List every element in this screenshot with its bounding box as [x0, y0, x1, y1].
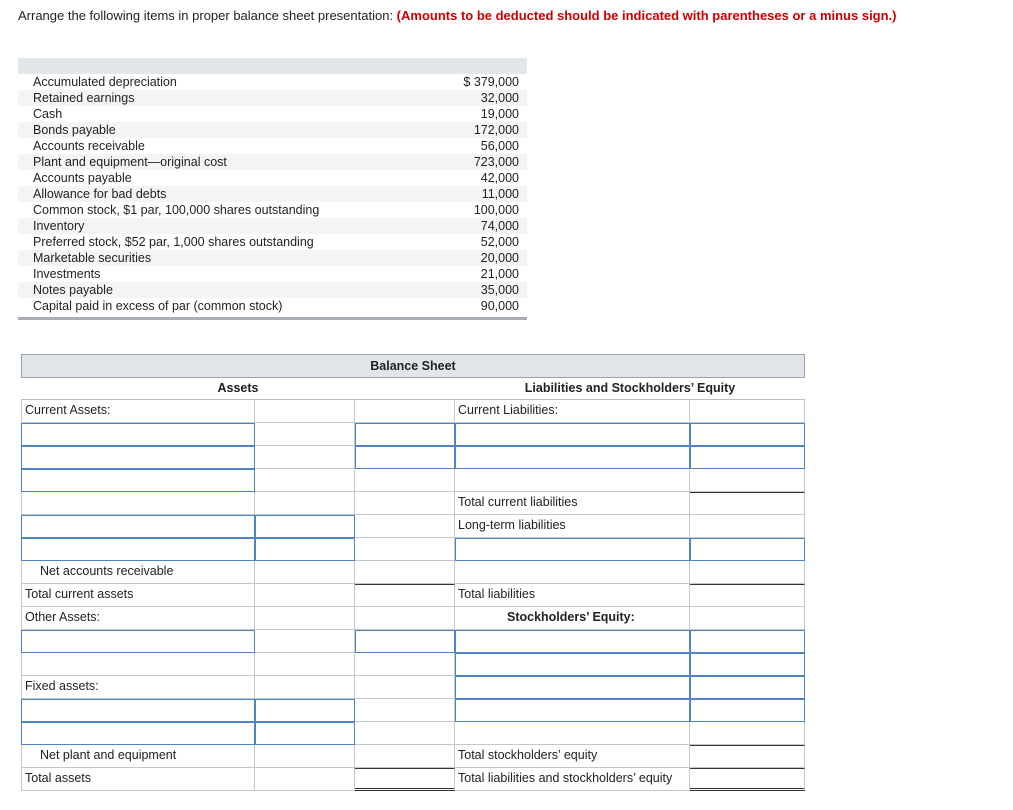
equity-item-input-4[interactable] [455, 699, 690, 722]
cell [255, 607, 355, 630]
given-item-amount: 11,000 [481, 187, 519, 201]
total-current-liabilities-amount [690, 492, 805, 515]
total-liabilities-equity-amount [690, 768, 805, 791]
asset-sub-amount-input-5[interactable] [255, 538, 355, 561]
liability-item-input-2[interactable] [455, 446, 690, 469]
given-item-label: Accounts receivable [33, 139, 145, 153]
given-item-label: Accumulated depreciation [33, 75, 177, 89]
given-item-row [18, 138, 527, 154]
given-item-label: Inventory [33, 219, 85, 233]
cell [255, 768, 355, 791]
given-item-label: Cash [33, 107, 63, 121]
total-stockholders-equity-amount [690, 745, 805, 768]
given-item-amount: 19,000 [480, 107, 519, 121]
long-term-liabilities-label: Long-term liabilities [455, 515, 690, 538]
given-item-amount: 52,000 [480, 235, 519, 249]
given-item-row [18, 266, 527, 282]
given-item-amount: 74,000 [480, 219, 519, 233]
given-item-row [18, 154, 527, 170]
long-term-liability-item-input[interactable] [455, 538, 690, 561]
equity-amount-input-2[interactable] [690, 653, 805, 676]
cell [255, 400, 355, 423]
cell [690, 400, 805, 423]
instruction-text [18, 8, 897, 23]
given-item-row [18, 122, 527, 138]
assets-header: Assets [21, 377, 455, 400]
other-asset-item-input[interactable] [21, 630, 255, 653]
cell [690, 515, 805, 538]
given-item-amount: 723,000 [473, 155, 519, 169]
cell [355, 400, 455, 423]
total-current-liabilities-label: Total current liabilities [455, 492, 690, 515]
current-assets-label: Current Assets: [21, 400, 255, 423]
liabilities-equity-header: Liabilities and Stockholders’ Equity [455, 377, 805, 400]
given-item-row [18, 298, 527, 317]
given-item-label: Accounts payable [33, 171, 132, 185]
given-item-row [18, 74, 527, 90]
equity-item-input-2[interactable] [455, 653, 690, 676]
given-item-row [18, 90, 527, 106]
given-item-label: Preferred stock, $52 par, 1,000 shares outstanding [33, 235, 314, 249]
cell [355, 653, 455, 676]
fixed-assets-label: Fixed assets: [21, 676, 255, 699]
asset-amount-input-2[interactable] [355, 446, 455, 469]
net-accounts-receivable-amount [355, 561, 455, 584]
current-liabilities-label: Current Liabilities: [455, 400, 690, 423]
asset-item-input-5[interactable] [21, 538, 255, 561]
cell [355, 515, 455, 538]
cell [21, 653, 255, 676]
given-item-amount: 90,000 [480, 299, 519, 313]
net-plant-label: Net plant and equipment [21, 745, 255, 768]
given-item-amount: 172,000 [473, 123, 519, 137]
given-item-row [18, 170, 527, 186]
given-item-row [18, 202, 527, 218]
given-item-label: Capital paid in excess of par (common stock) [33, 299, 283, 313]
cell [255, 469, 355, 492]
equity-amount-input-3[interactable] [690, 676, 805, 699]
given-item-amount: 35,000 [480, 283, 519, 297]
cell [355, 607, 455, 630]
given-item-label: Notes payable [33, 283, 113, 297]
given-item-amount: 32,000 [480, 91, 519, 105]
instruction-main: Arrange the following items in proper balance sheet presentation: [18, 8, 397, 23]
balance-sheet-title: Balance Sheet [21, 354, 805, 378]
stockholders-equity-label: Stockholders’ Equity: [455, 607, 690, 630]
liability-amount-input-1[interactable] [690, 423, 805, 446]
given-item-amount: 100,000 [473, 203, 519, 217]
total-liabilities-amount [690, 584, 805, 607]
asset-item-input-2[interactable] [21, 446, 255, 469]
given-item-row [18, 250, 527, 266]
given-item-label: Investments [33, 267, 101, 281]
given-item-row [18, 186, 527, 202]
net-plant-amount [355, 745, 455, 768]
equity-item-input-1[interactable] [455, 630, 690, 653]
total-liabilities-equity-label: Total liabilities and stockholders’ equity [455, 768, 690, 791]
given-item-amount: 20,000 [480, 251, 519, 265]
other-asset-amount-input[interactable] [355, 630, 455, 653]
given-items-list [18, 58, 527, 320]
cell [21, 492, 255, 515]
total-current-assets-label: Total current assets [21, 584, 255, 607]
total-current-assets-amount [355, 584, 455, 607]
cell [255, 745, 355, 768]
cell [255, 561, 355, 584]
given-item-amount: 56,000 [480, 139, 519, 153]
total-assets-label: Total assets [21, 768, 255, 791]
cell [690, 469, 805, 492]
given-item-label: Bonds payable [33, 123, 116, 137]
cell [355, 699, 455, 722]
asset-item-input-3[interactable] [21, 469, 255, 492]
given-item-row [18, 282, 527, 298]
equity-amount-input-4[interactable] [690, 699, 805, 722]
cell [355, 469, 455, 492]
given-item-label: Retained earnings [33, 91, 135, 105]
given-item-amount: 21,000 [480, 267, 519, 281]
liability-item-input-1[interactable] [455, 423, 690, 446]
asset-item-input-4[interactable] [21, 515, 255, 538]
given-item-row [18, 106, 527, 122]
cell [355, 492, 455, 515]
cell [255, 492, 355, 515]
given-item-amount: 42,000 [480, 171, 519, 185]
cell [690, 722, 805, 745]
given-item-amount: $ 379,000 [463, 75, 519, 89]
fixed-asset-item-input-2[interactable] [21, 722, 255, 745]
total-stockholders-equity-label: Total stockholders’ equity [455, 745, 690, 768]
cell [355, 538, 455, 561]
cell [255, 446, 355, 469]
cell [355, 722, 455, 745]
cell [255, 630, 355, 653]
given-item-label: Plant and equipment—original cost [33, 155, 227, 169]
cell [355, 676, 455, 699]
cell [455, 561, 690, 584]
given-item-label: Allowance for bad debts [33, 187, 167, 201]
cell [455, 722, 690, 745]
given-item-label: Marketable securities [33, 251, 152, 265]
fixed-asset-amount-input-2[interactable] [255, 722, 355, 745]
given-item-label: Common stock, $1 par, 100,000 shares outstanding [33, 203, 320, 217]
other-assets-label: Other Assets: [21, 607, 255, 630]
total-assets-amount [355, 768, 455, 791]
balance-sheet-table [21, 354, 805, 792]
given-item-row [18, 234, 527, 250]
net-accounts-receivable-label: Net accounts receivable [21, 561, 255, 584]
total-liabilities-label: Total liabilities [455, 584, 690, 607]
asset-item-input-1[interactable] [21, 423, 255, 446]
given-item-row [18, 218, 527, 234]
cell [255, 676, 355, 699]
fixed-asset-item-input-1[interactable] [21, 699, 255, 722]
asset-sub-amount-input-4[interactable] [255, 515, 355, 538]
fixed-asset-amount-input-1[interactable] [255, 699, 355, 722]
equity-item-input-3[interactable] [455, 676, 690, 699]
long-term-liability-amount-input[interactable] [690, 538, 805, 561]
cell [690, 561, 805, 584]
cell [255, 423, 355, 446]
cell [455, 469, 690, 492]
liability-amount-input-2[interactable] [690, 446, 805, 469]
cell [255, 584, 355, 607]
cell [690, 607, 805, 630]
instruction-note: (Amounts to be deducted should be indicated with parentheses or a minus sign.) [396, 8, 897, 23]
cell [255, 653, 355, 676]
asset-amount-input-1[interactable] [355, 423, 455, 446]
equity-amount-input-1[interactable] [690, 630, 805, 653]
